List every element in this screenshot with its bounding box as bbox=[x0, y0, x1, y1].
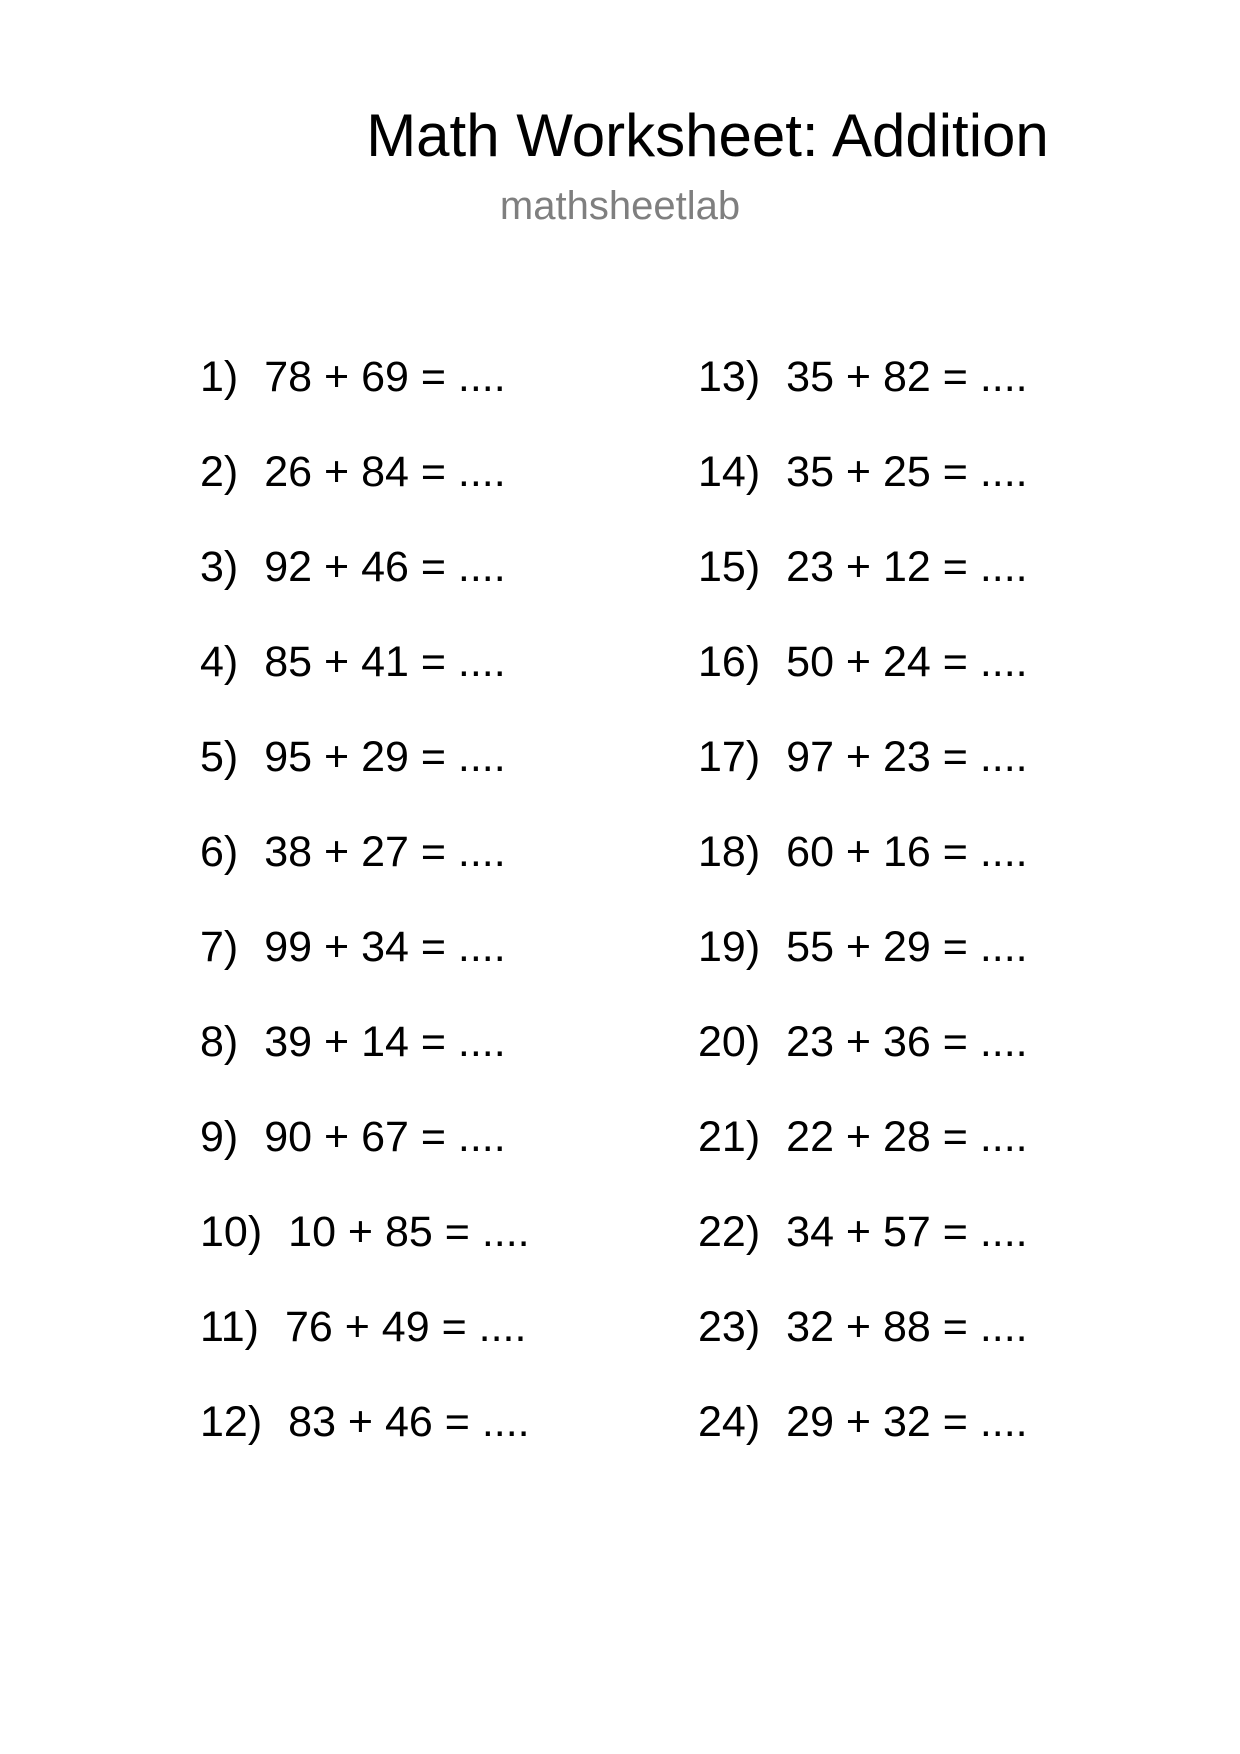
problem-item bbox=[698, 922, 1028, 1017]
problem-expression: 35 + 82 = .... bbox=[786, 353, 1028, 401]
problem-expression: 35 + 25 = .... bbox=[786, 448, 1028, 496]
problem-expression: 23 + 36 = .... bbox=[786, 1018, 1028, 1066]
problem-number: 7) bbox=[200, 923, 239, 971]
problem-item bbox=[698, 352, 1028, 447]
problem-number: 18) bbox=[698, 828, 761, 876]
problem-expression: 83 + 46 = .... bbox=[288, 1398, 530, 1446]
problem-number: 17) bbox=[698, 733, 761, 781]
problem-number: 12) bbox=[200, 1398, 263, 1446]
problem-expression: 38 + 27 = .... bbox=[264, 828, 506, 876]
problem-expression: 26 + 84 = .... bbox=[264, 448, 506, 496]
worksheet-title: Math Worksheet: Addition bbox=[366, 102, 1049, 169]
problem-number: 15) bbox=[698, 543, 761, 591]
problem-expression: 23 + 12 = .... bbox=[786, 543, 1028, 591]
problem-number: 24) bbox=[698, 1398, 761, 1446]
problem-item bbox=[698, 447, 1028, 542]
problem-number: 4) bbox=[200, 638, 239, 686]
problem-number: 14) bbox=[698, 448, 761, 496]
problem-item bbox=[698, 1017, 1028, 1112]
problem-item bbox=[698, 637, 1028, 732]
problem-expression: 76 + 49 = .... bbox=[284, 1303, 527, 1351]
problem-item bbox=[200, 922, 530, 1017]
problem-item bbox=[698, 1397, 1028, 1492]
problem-expression: 50 + 24 = .... bbox=[786, 638, 1028, 686]
problem-expression: 10 + 85 = .... bbox=[288, 1208, 530, 1256]
problem-number: 3) bbox=[200, 543, 239, 591]
problem-expression: 29 + 32 = .... bbox=[786, 1398, 1028, 1446]
problem-item bbox=[200, 827, 530, 922]
problem-number: 8) bbox=[200, 1018, 239, 1066]
problem-item bbox=[200, 1112, 530, 1207]
problem-number: 21) bbox=[698, 1113, 761, 1161]
problem-item bbox=[200, 1207, 530, 1302]
problem-expression: 32 + 88 = .... bbox=[786, 1303, 1028, 1351]
problem-expression: 92 + 46 = .... bbox=[264, 543, 506, 591]
problem-expression: 60 + 16 = .... bbox=[786, 828, 1028, 876]
problem-number: 10) bbox=[200, 1208, 263, 1256]
problem-expression: 97 + 23 = .... bbox=[786, 733, 1028, 781]
problem-number: 11) bbox=[200, 1303, 259, 1351]
problem-item bbox=[200, 637, 530, 732]
problem-column-left bbox=[200, 352, 530, 1492]
problem-number: 1) bbox=[200, 353, 239, 401]
problem-expression: 34 + 57 = .... bbox=[786, 1208, 1028, 1256]
problem-expression: 99 + 34 = .... bbox=[264, 923, 506, 971]
problem-item bbox=[698, 827, 1028, 922]
problem-item bbox=[200, 732, 530, 827]
problem-number: 9) bbox=[200, 1113, 239, 1161]
problem-expression: 90 + 67 = .... bbox=[264, 1113, 506, 1161]
worksheet-subtitle: mathsheetlab bbox=[499, 184, 741, 228]
problem-item bbox=[200, 542, 530, 637]
problem-number: 19) bbox=[698, 923, 761, 971]
problem-expression: 95 + 29 = .... bbox=[264, 733, 506, 781]
problem-number: 22) bbox=[698, 1208, 761, 1256]
problem-item bbox=[200, 352, 530, 447]
problem-number: 16) bbox=[698, 638, 761, 686]
problem-number: 20) bbox=[698, 1018, 761, 1066]
problem-item bbox=[698, 1207, 1028, 1302]
problem-item bbox=[698, 542, 1028, 637]
problem-number: 5) bbox=[200, 733, 239, 781]
problem-item bbox=[698, 1302, 1028, 1397]
problem-expression: 78 + 69 = .... bbox=[264, 353, 506, 401]
problem-expression: 39 + 14 = .... bbox=[264, 1018, 506, 1066]
problem-expression: 85 + 41 = .... bbox=[264, 638, 506, 686]
problem-expression: 22 + 28 = .... bbox=[786, 1113, 1028, 1161]
problem-number: 23) bbox=[698, 1303, 761, 1351]
problem-expression: 55 + 29 = .... bbox=[786, 923, 1028, 971]
problem-item bbox=[200, 447, 530, 542]
problem-item bbox=[698, 1112, 1028, 1207]
problem-number: 2) bbox=[200, 448, 239, 496]
problem-item bbox=[200, 1397, 530, 1492]
problem-column-right bbox=[698, 352, 1028, 1492]
problem-item bbox=[200, 1017, 530, 1112]
problem-item bbox=[200, 1302, 530, 1397]
problem-number: 13) bbox=[698, 353, 761, 401]
problem-number: 6) bbox=[200, 828, 239, 876]
problem-item bbox=[698, 732, 1028, 827]
